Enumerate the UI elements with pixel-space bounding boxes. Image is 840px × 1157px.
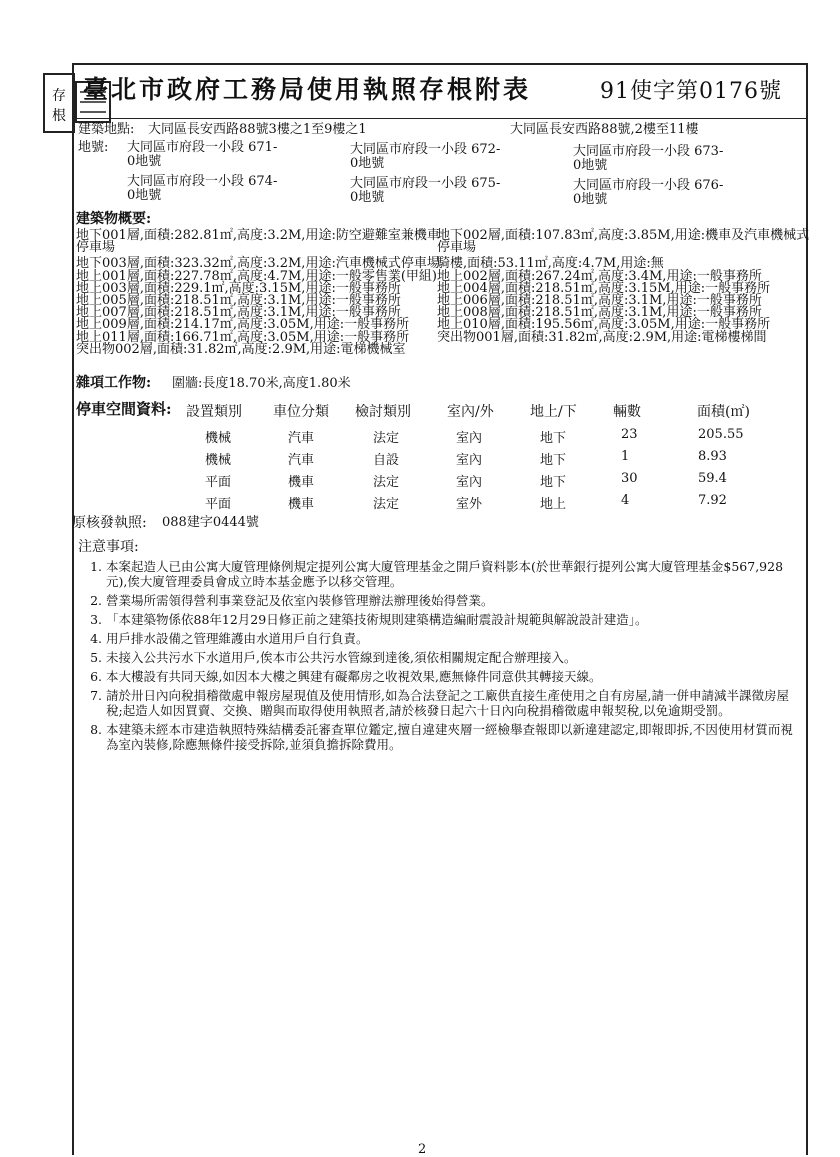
building-right-line: 地上010層,面積:195.56㎡,高度:3.05M,用途:一般事務所 [437, 317, 771, 333]
parking-cell: 法定 [373, 475, 400, 490]
parking-cell: 平面 [205, 497, 232, 512]
parking-cell: 室外 [456, 497, 483, 512]
note-item: 3. 「本建築物係依88年12月29日修正前之建築技術規則建築構造編耐震設計規範與解說設計建造」。 [106, 612, 794, 627]
lot-item: 大同區市府段一小段 676- 0地號 [573, 178, 724, 207]
original-label: 原核發執照: [72, 515, 147, 531]
parking-cell: 205.55 [698, 427, 744, 442]
parking-cell: 地下 [540, 475, 567, 490]
address-left: 大同區長安西路88號3樓之1至9樓之1 [148, 122, 367, 137]
parking-cell: 室內 [456, 431, 483, 446]
parking-cell: 8.93 [698, 449, 727, 464]
building-left-line: 地上009層,面積:214.17㎡,高度:3.05M,用途:一般事務所 [76, 317, 410, 333]
note-item: 1. 本案起造人已由公寓大廈管理條例規定提列公寓大廈管理基金之開戶資料影本(於世華銀行提列公寓大廈管理基金$567,928元),俟大廈管理委員會成立時本基金應予以移交管理。 [106, 559, 794, 589]
parking-header-cell: 室內/外 [447, 404, 494, 420]
notes-list [78, 559, 794, 752]
title-divider [72, 118, 808, 119]
building-right-line: 突出物001層,面積:31.82㎡,高度:2.9M,用途:電梯樓梯間 [437, 329, 767, 345]
parking-header-cell: 檢討類別 [355, 404, 411, 420]
building-left-line: 地上011層,面積:166.71㎡,高度:3.05M,用途:一般事務所 [76, 329, 410, 345]
lot-item: 大同區市府段一小段 674- 0地號 [127, 174, 278, 203]
parking-header-cell: 面積(㎡) [697, 404, 750, 420]
building-left-line: 突出物002層,面積:31.82㎡,高度:2.9M,用途:電梯機械室 [76, 341, 406, 357]
parking-cell: 1 [621, 449, 630, 464]
page-number: 2 [418, 1142, 427, 1157]
building-left-line: 地上001層,面積:227.78㎡,高度:4.7M,用途:一般零售業(甲組) [76, 268, 437, 284]
building-left-line: 停車場 [76, 240, 116, 256]
building-right-line: 地上006層,面積:218.51㎡,高度:3.1M,用途:一般事務所 [437, 293, 762, 308]
building-right-line: 停車場 [437, 240, 477, 256]
parking-cell: 汽車 [288, 453, 315, 468]
parking-cell: 自設 [373, 453, 400, 468]
building-left-line: 地下003層,面積:323.32㎡,高度:3.2M,用途:汽車機械式停車場 [76, 256, 440, 272]
note-item: 6. 本大樓設有共同天線,如因本大樓之興建有礙鄰房之收視效果,應無條件同意供其轉接天線。 [106, 669, 794, 684]
lot-item: 大同區市府段一小段 672- 0地號 [350, 142, 501, 171]
parking-cell: 4 [621, 493, 630, 508]
parking-cell: 機車 [288, 475, 315, 490]
parking-cell: 機械 [205, 453, 232, 468]
parking-cell: 法定 [373, 497, 400, 512]
building-label: 建築物概要: [76, 211, 152, 227]
parking-cell: 機車 [288, 497, 315, 512]
parking-cell: 法定 [373, 431, 400, 446]
parking-cell: 機械 [205, 431, 232, 446]
original-value: 088建字0444號 [162, 515, 259, 530]
parking-cell: 汽車 [288, 431, 315, 446]
building-left-line: 地上003層,面積:229.1㎡,高度:3.15M,用途:一般事務所 [76, 280, 401, 296]
note-item: 5. 未接入公共污水下水道用戶,俟本市公共污水管線到達後,須依相關規定配合辦理接入。 [106, 650, 794, 665]
note-item: 7. 請於卅日內向稅捐稽徵處申報房屋現值及使用情形,如為合法登記之工廠供直接生產使用之自有房屋,請一併申請減半課徵房屋稅;起造人如因買賣、交換、贈與而取得使用執照者,請於核發日起六十日內向稅捐稽徵處申報契稅,以免逾期受罰。 [106, 688, 794, 718]
svg-text:存: 存 [52, 88, 66, 104]
notes-label: 注意事項: [78, 539, 139, 555]
lot-item: 大同區市府段一小段 675- 0地號 [350, 176, 501, 205]
misc-value: 圍牆:長度18.70米,高度1.80米 [172, 376, 351, 391]
lot-item: 大同區市府段一小段 671- 0地號 [127, 140, 278, 169]
parking-header-cell: 地上/下 [530, 404, 577, 420]
parking-cell: 23 [621, 427, 638, 442]
lots-label: 地號: [78, 140, 109, 155]
parking-header-cell: 設置類別 [186, 404, 242, 420]
parking-cell: 室內 [456, 453, 483, 468]
parking-cell: 地下 [540, 431, 567, 446]
address-label: 建築地點: [78, 122, 135, 137]
parking-cell: 30 [621, 471, 638, 486]
note-item: 8. 本建築未經本市建造執照特殊結構委託審查單位鑑定,擅自違建夾層一經檢舉查報即以新違建認定,即報即拆,不因使用材質而視為室內裝修,除應無條件接受拆除,並須負擔拆除費用。 [106, 722, 794, 752]
parking-cell: 7.92 [698, 493, 727, 508]
notes-section [78, 540, 794, 756]
building-left-line: 地上005層,面積:218.51㎡,高度:3.1M,用途:一般事務所 [76, 293, 401, 308]
address-right: 大同區長安西路88號,2樓至11樓 [510, 122, 699, 137]
permit-number: 91使字第0176號 [600, 79, 782, 104]
parking-cell: 室內 [456, 475, 483, 490]
building-right-line: 地下002層,面積:107.83㎡,高度:3.85M,用途:機車及汽車機械式 [437, 228, 810, 243]
building-right-line: 騎樓,面積:53.11㎡,高度:4.7M,用途:無 [437, 256, 664, 272]
building-right-line: 地上008層,面積:218.51㎡,高度:3.1M,用途:一般事務所 [437, 305, 762, 321]
note-item: 4. 用戶排水設備之管理維護由水道用戶自行負責。 [106, 631, 794, 646]
building-right-line: 地上002層,面積:267.24㎡,高度:3.4M,用途:一般事務所 [437, 268, 762, 284]
svg-text:根: 根 [52, 108, 66, 124]
parking-cell: 地下 [540, 453, 567, 468]
parking-header-cell: 輛數 [613, 404, 641, 420]
lot-item: 大同區市府段一小段 673- 0地號 [573, 144, 724, 173]
page-title: 臺北市政府工務局使用執照存根附表 [82, 75, 531, 104]
parking-label: 停車空間資料: [76, 400, 172, 418]
building-left-line: 地下001層,面積:282.81㎡,高度:3.2M,用途:防空避難室兼機車 [76, 228, 440, 243]
note-item: 2. 營業場所需領得營利事業登記及依室內裝修管理辦法辦理後始得營業。 [106, 593, 794, 608]
parking-cell: 平面 [205, 475, 232, 490]
building-left-line: 地上007層,面積:218.51㎡,高度:3.1M,用途:一般事務所 [76, 305, 401, 321]
misc-label: 雜項工作物: [76, 375, 152, 391]
parking-cell: 地上 [540, 497, 567, 512]
parking-cell: 59.4 [698, 471, 727, 486]
parking-header-cell: 車位分類 [273, 404, 329, 420]
building-right-line: 地上004層,面積:218.51㎡,高度:3.15M,用途:一般事務所 [437, 280, 771, 296]
